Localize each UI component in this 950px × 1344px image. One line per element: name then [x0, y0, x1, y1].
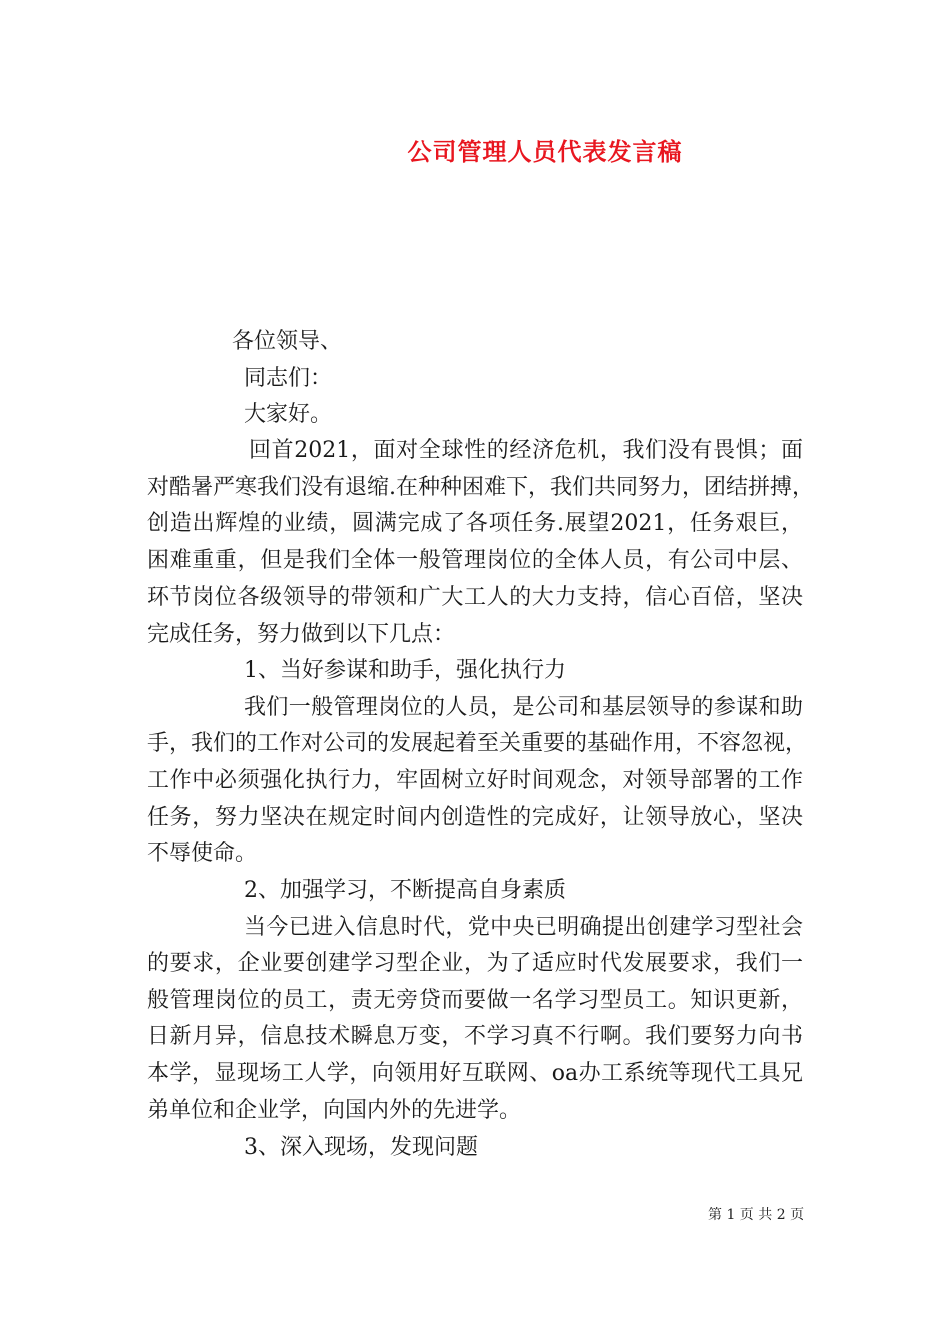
page-number: 第 1 页 共 2 页: [708, 1207, 805, 1223]
paragraph-line: 回首2021，面对全球性的经济危机，我们没有畏惧；面: [249, 438, 803, 463]
paragraph-line: 对酷暑严寒我们没有退缩.在种种困难下，我们共同努力，团结拼搏，: [147, 475, 814, 500]
paragraph-line: 弟单位和企业学，向国内外的先进学。: [147, 1098, 522, 1123]
paragraph-line: 我们一般管理岗位的人员，是公司和基层领导的参谋和助: [244, 695, 803, 720]
paragraph-line: 手，我们的工作对公司的发展起着至关重要的基础作用，不容忽视，: [147, 731, 808, 756]
paragraph-line: 般管理岗位的员工，责无旁贷而要做一名学习型员工。知识更新，: [147, 988, 803, 1013]
paragraph-line: 本学，显现场工人学，向领用好互联网、oa办工系统等现代工具兄: [147, 1061, 803, 1086]
paragraph-line: 当今已进入信息时代，党中央已明确提出创建学习型社会: [244, 915, 803, 940]
salutation-line: 各位领导、: [232, 329, 343, 354]
section-heading: 1、当好参谋和助手，强化执行力: [244, 658, 566, 683]
paragraph-line: 完成任务，努力做到以下几点：: [147, 622, 456, 647]
paragraph-line: 不辱使命。: [147, 841, 258, 866]
paragraph-line: 创造出辉煌的业绩，圆满完成了各项任务.展望2021，任务艰巨，: [147, 511, 803, 536]
paragraph-line: 工作中必须强化执行力，牢固树立好时间观念，对领导部署的工作: [147, 768, 803, 793]
paragraph-line: 环节岗位各级领导的带领和广大工人的大力支持，信心百倍，坚决: [147, 585, 803, 610]
paragraph-line: 的要求，企业要创建学习型企业，为了适应时代发展要求，我们一: [147, 951, 803, 976]
salutation-line: 同志们：: [244, 366, 333, 391]
paragraph-line: 任务，努力坚决在规定时间内创造性的完成好，让领导放心，坚决: [147, 805, 803, 830]
section-heading: 3、深入现场，发现问题: [244, 1135, 478, 1160]
salutation-line: 大家好。: [244, 402, 333, 427]
document-title: 公司管理人员代表发言稿: [407, 137, 683, 166]
paragraph-line: 日新月异，信息技术瞬息万变，不学习真不行啊。我们要努力向书: [147, 1024, 803, 1049]
section-heading: 2、加强学习，不断提高自身素质: [244, 878, 566, 903]
paragraph-line: 困难重重，但是我们全体一般管理岗位的全体人员，有公司中层、: [147, 548, 803, 573]
